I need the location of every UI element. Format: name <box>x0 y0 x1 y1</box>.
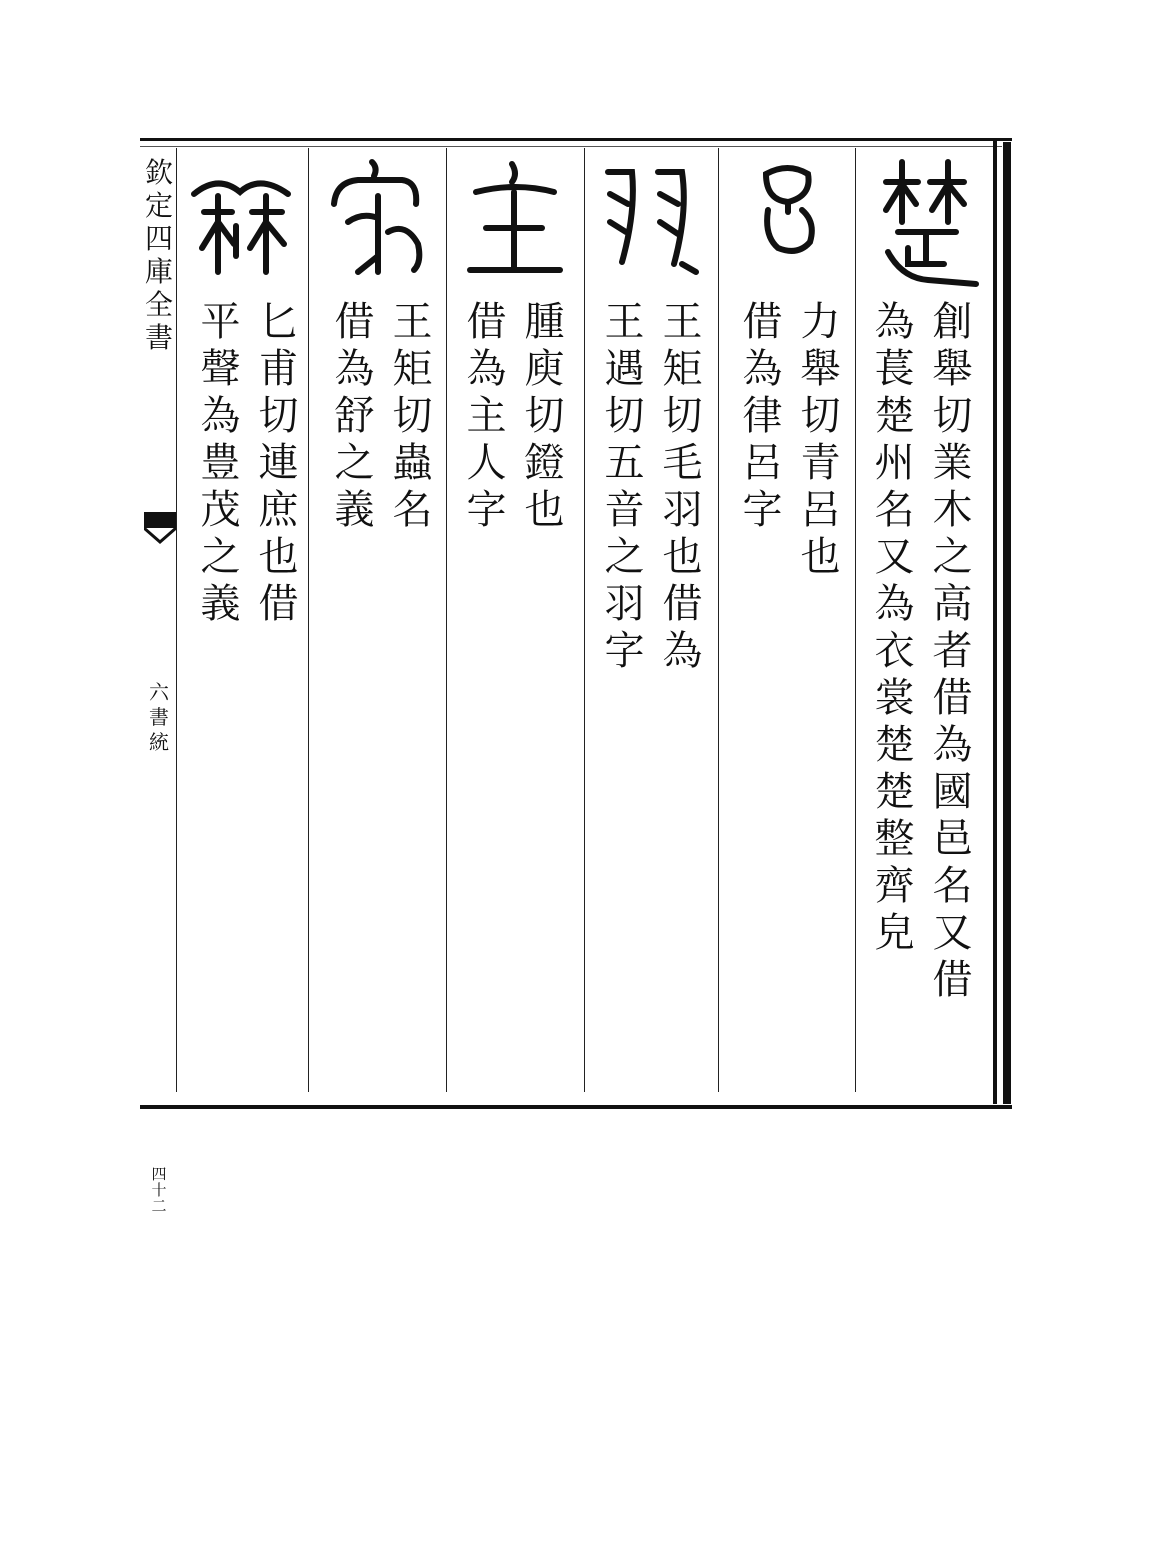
seal-character-zhu-icon <box>456 152 576 292</box>
frame-right-thick-rule <box>1003 142 1011 1104</box>
column-divider <box>855 148 856 1092</box>
entry-text-line: 力舉切青呂也 <box>794 300 840 582</box>
column-divider <box>446 148 447 1092</box>
entry-text-line: 借為律呂字 <box>736 300 782 535</box>
entry-text-line: 王矩切蟲名 <box>386 300 432 535</box>
entry-text-line: 腫庾切鐙也 <box>518 300 564 535</box>
entry-text-line: 平聲為豊茂之義 <box>194 300 240 629</box>
page-number: 四十二 <box>151 1165 167 1215</box>
collection-title: 欽定四庫全書 <box>144 156 173 354</box>
seal-character-chu-icon <box>868 152 988 292</box>
entry-text-line: 借為舒之義 <box>328 300 374 535</box>
entry-text-line: 創舉切業木之高者借為國邑名又借 <box>926 300 972 1005</box>
fish-tail-icon <box>144 512 176 548</box>
column-divider <box>308 148 309 1092</box>
entry-text-line: 王遇切五音之羽字 <box>598 300 644 676</box>
column-divider <box>718 148 719 1092</box>
frame-right-rule <box>993 138 997 1104</box>
column-divider <box>176 148 177 1092</box>
entry-text-line: 借為主人字 <box>460 300 506 535</box>
entry-text-line: 王矩切毛羽也借為 <box>656 300 702 676</box>
entry-text-line: 為萇楚州名又為衣裳楚楚整齊皃 <box>868 300 914 958</box>
seal-character-fu-icon <box>184 152 304 292</box>
book-title: 六書統 <box>149 680 169 754</box>
seal-character-yu-house-icon <box>318 152 438 292</box>
frame-inner-top-rule <box>140 146 1002 147</box>
entry-text-line: 匕甫切連庶也借 <box>252 300 298 629</box>
seal-character-yu-icon <box>592 152 712 292</box>
seal-character-lu-icon <box>728 152 848 292</box>
column-divider <box>584 148 585 1092</box>
